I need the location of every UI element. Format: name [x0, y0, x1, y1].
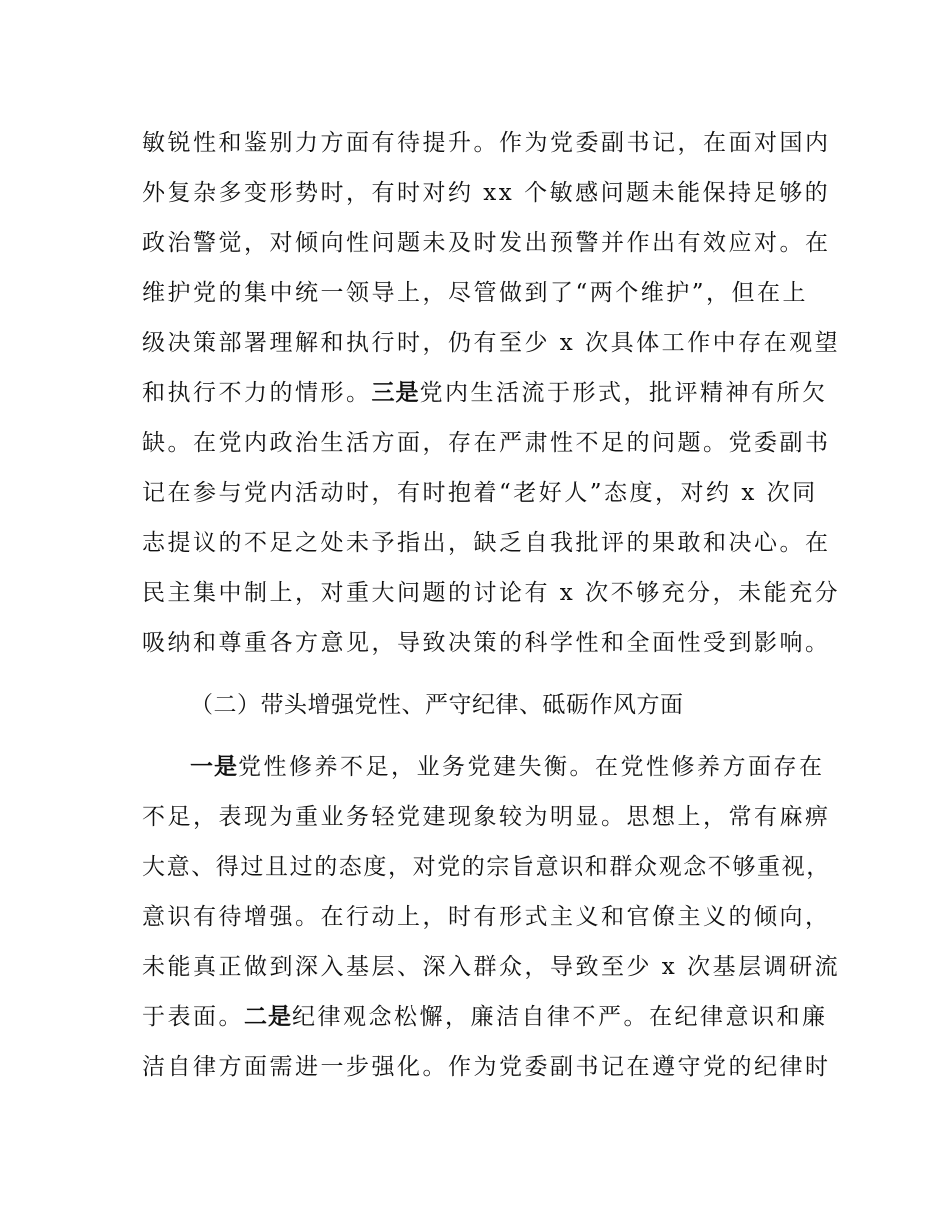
- text-line: 级决策部署理解和执行时，仍有至少 x 次具体工作中存在观望: [142, 330, 841, 356]
- text-line: 缺。在党内政治生活方面，存在严肃性不足的问题。党委副书: [142, 430, 831, 456]
- text-line: 志提议的不足之处未予指出，缺乏自我批评的果敢和决心。在: [142, 530, 831, 556]
- text-line: [142, 1002, 828, 1032]
- text-segment: 党内生活流于形式，批评精神有所欠: [419, 380, 828, 406]
- text-line: 洁自律方面需进一步强化。作为党委副书记在遵守党的纪律时: [142, 1054, 831, 1080]
- text-line: 大意、得过且过的态度，对党的宗旨意识和群众观念不够重视，: [142, 854, 831, 880]
- text-line: 不足，表现为重业务轻党建现象较为明显。思想上，常有麻痹: [142, 804, 831, 830]
- text-line: 维护党的集中统一领导上，尽管做到了“两个维护”，但在上: [142, 280, 809, 306]
- text-segment: 党性修养不足，业务党建失衡。在党性修养方面存在: [238, 754, 825, 780]
- text-segment: 纪律观念松懈，廉洁自律不严。在纪律意识和廉: [292, 1004, 828, 1030]
- text-line: 记在参与党内活动时，有时抱着“老好人”态度，对约 x 次同: [142, 480, 818, 506]
- text-line: 未能真正做到深入基层、深入群众，导致至少 x 次基层调研流: [142, 954, 841, 980]
- text-line: 意识有待增强。在行动上，时有形式主义和官僚主义的倾向，: [142, 904, 831, 930]
- text-line: 外复杂多变形势时，有时对约 xx 个敏感问题未能保持足够的: [142, 180, 831, 206]
- text-line: 民主集中制上，对重大问题的讨论有 x 次不够充分，未能充分: [142, 580, 841, 606]
- text-line: 政治警觉，对倾向性问题未及时发出预警并作出有效应对。在: [142, 230, 831, 256]
- text-line: 敏锐性和鉴别力方面有待提升。作为党委副书记，在面对国内: [142, 130, 831, 156]
- lead-marker: 二是: [244, 1004, 292, 1030]
- text-segment: 和执行不力的情形。: [142, 380, 372, 406]
- section-heading: （二）带头增强党性、严守纪律、砥砺作风方面: [190, 692, 684, 718]
- text-line: [190, 752, 825, 782]
- text-line: [142, 378, 828, 408]
- lead-marker: 一是: [190, 754, 238, 780]
- lead-marker: 三是: [371, 380, 420, 406]
- text-segment: 于表面。: [142, 1004, 244, 1030]
- text-line: 吸纳和尊重各方意见，导致决策的科学性和全面性受到影响。: [142, 630, 831, 656]
